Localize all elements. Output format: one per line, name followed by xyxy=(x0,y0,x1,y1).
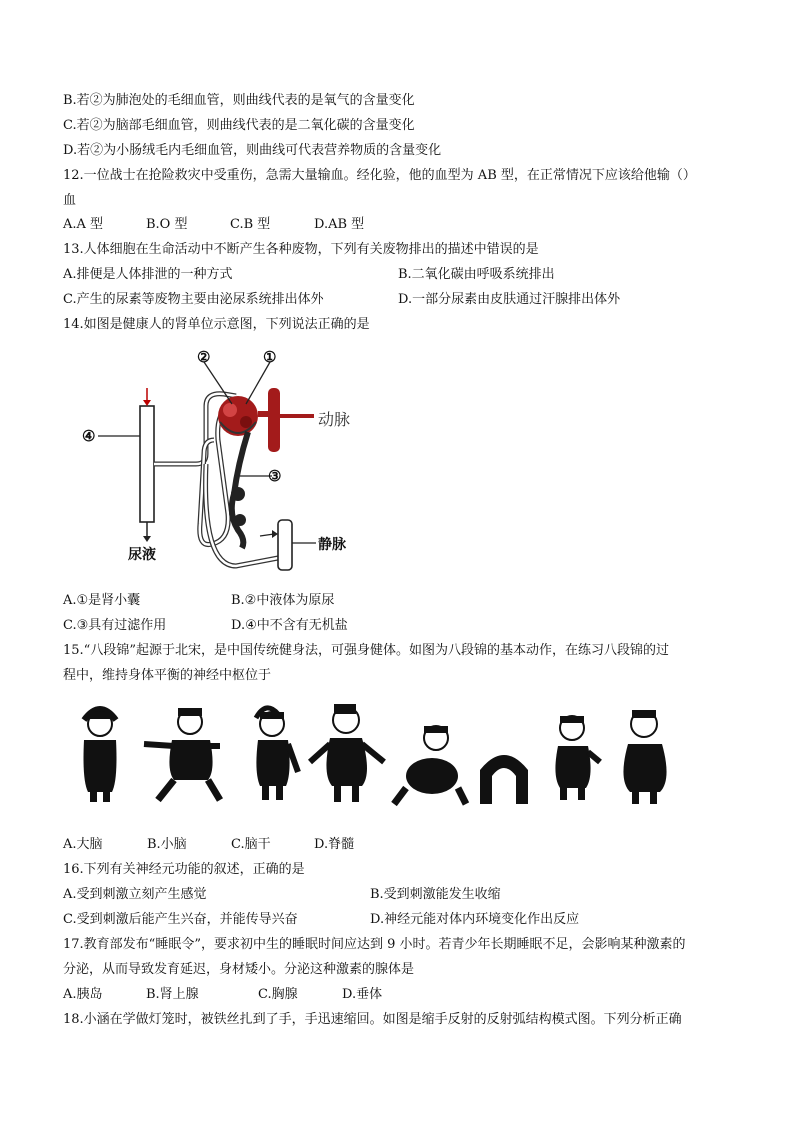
q12-option-b: B.O 型 xyxy=(146,217,188,232)
label-2: ② xyxy=(197,348,211,366)
nephron-diagram xyxy=(78,344,368,584)
q12-option-a: A.A 型 xyxy=(63,217,104,232)
q14-option-c: C.③具有过滤作用 xyxy=(63,618,167,633)
q17-stem-line1: 17.教育部发布“睡眠令”，要求初中生的睡眠时间应达到 9 小时。若青少年长期睡眠不足，会影响某种激素的 xyxy=(63,937,686,952)
q11-option-b: B.若②为肺泡处的毛细血管，则曲线代表的是氧气的含量变化 xyxy=(63,93,415,108)
q15-option-d: D.脊髓 xyxy=(314,837,355,852)
pose-figure-7 xyxy=(555,716,600,800)
q16-stem: 16.下列有关神经元功能的叙述，正确的是 xyxy=(63,862,305,877)
q14-option-d: D.④中不含有无机盐 xyxy=(231,618,348,633)
q18-stem: 18.小涵在学做灯笼时，被铁丝扎到了手，手迅速缩回。如图是缩手反射的反射弧结构模式图。下列分析正确 xyxy=(63,1012,682,1027)
pose-figure-8 xyxy=(623,710,666,804)
q14-option-a: A.①是肾小囊 xyxy=(63,593,141,608)
vein-label: 静脉 xyxy=(318,537,346,553)
q15-option-b: B.小脑 xyxy=(147,837,187,852)
q15-option-a: A.大脑 xyxy=(63,837,103,852)
pose-figure-5 xyxy=(394,726,466,804)
q13-option-d: D.一部分尿素由皮肤通过汗腺排出体外 xyxy=(398,292,621,307)
q12-option-c: C.B 型 xyxy=(230,217,271,232)
q17-option-b: B.肾上腺 xyxy=(146,987,199,1002)
pose-figure-4 xyxy=(310,704,384,802)
q17-option-a: A.胰岛 xyxy=(63,987,103,1002)
q16-option-b: B.受到刺激能发生收缩 xyxy=(370,887,501,902)
q13-option-a: A.排便是人体排泄的一种方式 xyxy=(63,267,233,282)
q13-option-b: B.二氧化碳由呼吸系统排出 xyxy=(398,267,555,282)
q14-stem: 14.如图是健康人的肾单位示意图，下列说法正确的是 xyxy=(63,317,370,332)
label-3: ③ xyxy=(268,467,282,485)
q15-stem-line1: 15.“八段锦”起源于北宋，是中国传统健身法，可强身健体。如图为八段锦的基本动作，在练习八段锦的过 xyxy=(63,643,669,658)
q12-stem-line1: 12.一位战士在抢险救灾中受重伤，急需大量输血。经化验，他的血型为 AB 型，在正常情况下应该给他输（） xyxy=(63,168,696,183)
pose-figure-3 xyxy=(256,708,298,800)
q14-option-b: B.②中液体为原尿 xyxy=(231,593,335,608)
q17-option-c: C.胸腺 xyxy=(258,987,298,1002)
q11-option-d: D.若②为小肠绒毛内毛细血管，则曲线可代表营养物质的含量变化 xyxy=(63,143,442,158)
q16-option-c: C.受到刺激后能产生兴奋，并能传导兴奋 xyxy=(63,912,298,927)
q15-stem-line2: 程中，维持身体平衡的神经中枢位于 xyxy=(63,668,272,683)
q17-stem-line2: 分泌，从而导致发育延迟，身材矮小。分泌这种激素的腺体是 xyxy=(63,962,415,977)
pose-figure-2 xyxy=(144,708,220,800)
q11-option-c: C.若②为脑部毛细血管，则曲线代表的是二氧化碳的含量变化 xyxy=(63,118,415,133)
q16-option-a: A.受到刺激立刻产生感觉 xyxy=(63,887,207,902)
q16-option-d: D.神经元能对体内环境变化作出反应 xyxy=(370,912,580,927)
label-1: ① xyxy=(263,348,277,366)
q12-stem-line2: 血 xyxy=(63,193,77,208)
urine-label: 尿液 xyxy=(128,547,156,563)
q17-option-d: D.垂体 xyxy=(342,987,383,1002)
label-4: ④ xyxy=(82,427,96,445)
pose-figure-6 xyxy=(480,755,528,804)
pose-figure-1 xyxy=(84,709,117,802)
baduanjin-figures xyxy=(70,700,680,810)
q13-option-c: C.产生的尿素等废物主要由泌尿系统排出体外 xyxy=(63,292,324,307)
q13-stem: 13.人体细胞在生命活动中不断产生各种废物，下列有关废物排出的描述中错误的是 xyxy=(63,242,539,257)
q12-option-d: D.AB 型 xyxy=(314,217,365,232)
artery-label: 动脉 xyxy=(318,410,351,429)
q15-option-c: C.脑干 xyxy=(231,837,271,852)
